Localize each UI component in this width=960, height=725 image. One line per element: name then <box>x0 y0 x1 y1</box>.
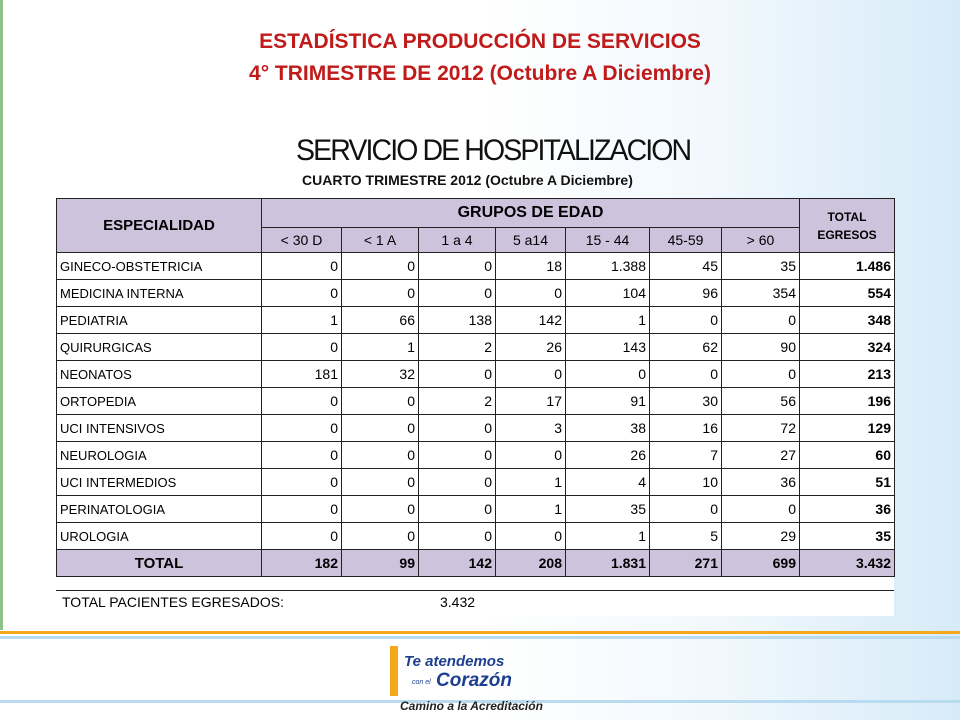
table-cell-value: 10 <box>650 469 722 496</box>
total-cell-value: 208 <box>496 550 566 577</box>
specialty-name: UCI INTERMEDIOS <box>57 469 262 496</box>
table-cell-value: 104 <box>566 280 650 307</box>
table-cell-value: 32 <box>342 361 419 388</box>
row-total-egresos: 129 <box>800 415 895 442</box>
logo-line-1: Te atendemos <box>404 653 505 670</box>
table-cell-value: 1 <box>262 307 342 334</box>
table-cell-value: 0 <box>650 496 722 523</box>
table-cell-value: 35 <box>566 496 650 523</box>
table-cell-value: 0 <box>419 415 496 442</box>
header-grupos-edad: GRUPOS DE EDAD <box>262 199 800 228</box>
table-row <box>57 361 895 388</box>
specialty-name: PEDIATRIA <box>57 307 262 334</box>
logo-graphic <box>390 640 590 720</box>
table-cell-value: 0 <box>262 442 342 469</box>
table-cell-value: 45 <box>650 253 722 280</box>
logo-line-3: Camino a la Acreditación <box>400 699 543 713</box>
table-row <box>57 442 895 469</box>
header-age-group: < 1 A <box>342 228 419 253</box>
specialty-name: PERINATOLOGIA <box>57 496 262 523</box>
table-cell-value: 354 <box>722 280 800 307</box>
table-cell-value: 0 <box>722 496 800 523</box>
table-cell-value: 0 <box>342 442 419 469</box>
header-total-line-2: EGRESOS <box>817 227 877 242</box>
row-total-egresos: 324 <box>800 334 895 361</box>
header-total-egresos <box>800 199 895 253</box>
table-cell-value: 0 <box>342 280 419 307</box>
table-cell-value: 36 <box>722 469 800 496</box>
specialty-name: UCI INTENSIVOS <box>57 415 262 442</box>
row-total-egresos: 35 <box>800 523 895 550</box>
slide-title <box>0 26 960 90</box>
table-cell-value: 72 <box>722 415 800 442</box>
table-cell-value: 0 <box>342 523 419 550</box>
table-cell-value: 2 <box>419 388 496 415</box>
table-row <box>57 253 895 280</box>
table-cell-value: 0 <box>419 496 496 523</box>
table-cell-value: 0 <box>342 469 419 496</box>
header-age-group: 15 - 44 <box>566 228 650 253</box>
table-cell-value: 91 <box>566 388 650 415</box>
total-cell-value: 142 <box>419 550 496 577</box>
left-edge-decoration <box>0 0 3 630</box>
table-cell-value: 90 <box>722 334 800 361</box>
title-line-2: 4° TRIMESTRE DE 2012 (Octubre A Diciembre) <box>249 62 711 85</box>
row-total-egresos: 213 <box>800 361 895 388</box>
logo-line-2: Corazón <box>436 670 512 691</box>
table-cell-value: 1 <box>496 469 566 496</box>
footer-blue-line <box>0 636 960 639</box>
table-cell-value: 62 <box>650 334 722 361</box>
table-cell-value: 26 <box>496 334 566 361</box>
table-cell-value: 0 <box>566 361 650 388</box>
table-cell-value: 0 <box>722 361 800 388</box>
specialty-name: NEONATOS <box>57 361 262 388</box>
table-row <box>57 307 895 334</box>
table-cell-value: 0 <box>496 442 566 469</box>
row-total-egresos: 1.486 <box>800 253 895 280</box>
grand-total: 3.432 <box>800 550 895 577</box>
table-row <box>57 415 895 442</box>
table-cell-value: 0 <box>262 415 342 442</box>
table-cell-value: 1 <box>342 334 419 361</box>
title-line-1: ESTADÍSTICA PRODUCCIÓN DE SERVICIOS <box>259 30 701 53</box>
row-total-egresos: 51 <box>800 469 895 496</box>
logo-orange-bar <box>390 646 398 696</box>
table-cell-value: 17 <box>496 388 566 415</box>
total-cell-value: 99 <box>342 550 419 577</box>
table-cell-value: 0 <box>262 388 342 415</box>
table-cell-value: 4 <box>566 469 650 496</box>
specialty-name: QUIRURGICAS <box>57 334 262 361</box>
header-total-line-1: TOTAL <box>827 209 867 224</box>
table-cell-value: 0 <box>496 361 566 388</box>
table-cell-value: 26 <box>566 442 650 469</box>
table-cell-value: 0 <box>722 307 800 334</box>
table-cell-value: 0 <box>262 496 342 523</box>
table-cell-value: 18 <box>496 253 566 280</box>
table-cell-value: 0 <box>342 415 419 442</box>
table-row <box>57 388 895 415</box>
table-cell-value: 29 <box>722 523 800 550</box>
table-cell-value: 27 <box>722 442 800 469</box>
summary-value: 3.432 <box>440 594 476 610</box>
table-cell-value: 0 <box>342 388 419 415</box>
row-total-egresos: 196 <box>800 388 895 415</box>
table-cell-value: 0 <box>496 280 566 307</box>
total-row-label: TOTAL <box>57 550 262 577</box>
total-cell-value: 271 <box>650 550 722 577</box>
footer-orange-line <box>0 631 960 634</box>
header-age-group: 5 a14 <box>496 228 566 253</box>
table-cell-value: 142 <box>496 307 566 334</box>
table-cell-value: 0 <box>262 253 342 280</box>
table-cell-value: 0 <box>262 334 342 361</box>
table-cell-value: 0 <box>650 307 722 334</box>
table-cell-value: 30 <box>650 388 722 415</box>
table-cell-value: 96 <box>650 280 722 307</box>
table-cell-value: 5 <box>650 523 722 550</box>
header-age-group: > 60 <box>722 228 800 253</box>
table-cell-value: 0 <box>419 253 496 280</box>
table-cell-value: 0 <box>262 523 342 550</box>
section-heading: SERVICIO DE HOSPITALIZACION <box>296 134 691 167</box>
table-cell-value: 1 <box>496 496 566 523</box>
specialty-name: UROLOGIA <box>57 523 262 550</box>
table-cell-value: 7 <box>650 442 722 469</box>
specialty-name: NEUROLOGIA <box>57 442 262 469</box>
table-cell-value: 0 <box>419 469 496 496</box>
header-age-group: 1 a 4 <box>419 228 496 253</box>
table-cell-value: 0 <box>419 523 496 550</box>
table-cell-value: 56 <box>722 388 800 415</box>
table-row <box>57 469 895 496</box>
header-age-group: < 30 D <box>262 228 342 253</box>
table-row <box>57 523 895 550</box>
hospitalization-table-container <box>56 198 894 615</box>
table-row <box>57 496 895 523</box>
table-cell-value: 2 <box>419 334 496 361</box>
specialty-name: MEDICINA INTERNA <box>57 280 262 307</box>
table-cell-value: 0 <box>419 361 496 388</box>
table-cell-value: 143 <box>566 334 650 361</box>
header-especialidad: ESPECIALIDAD <box>57 199 262 253</box>
table-cell-value: 1.388 <box>566 253 650 280</box>
header-age-group: 45-59 <box>650 228 722 253</box>
row-total-egresos: 60 <box>800 442 895 469</box>
table-cell-value: 3 <box>496 415 566 442</box>
section-period: CUARTO TRIMESTRE 2012 (Octubre A Diciembre) <box>302 172 633 188</box>
logo-small: con el <box>412 679 431 686</box>
table-cell-value: 181 <box>262 361 342 388</box>
table-cell-value: 1 <box>566 307 650 334</box>
specialty-name: ORTOPEDIA <box>57 388 262 415</box>
total-cell-value: 182 <box>262 550 342 577</box>
specialty-name: GINECO-OBSTETRICIA <box>57 253 262 280</box>
table-body <box>57 253 895 550</box>
table-cell-value: 0 <box>419 280 496 307</box>
summary-row <box>56 590 894 616</box>
table-cell-value: 0 <box>496 523 566 550</box>
table-cell-value: 0 <box>262 280 342 307</box>
accreditation-logo <box>390 640 590 720</box>
summary-label: TOTAL PACIENTES EGRESADOS: <box>62 594 284 610</box>
total-cell-value: 699 <box>722 550 800 577</box>
row-total-egresos: 348 <box>800 307 895 334</box>
hospitalization-table <box>56 198 895 577</box>
table-cell-value: 16 <box>650 415 722 442</box>
table-cell-value: 0 <box>342 253 419 280</box>
table-cell-value: 0 <box>650 361 722 388</box>
row-total-egresos: 36 <box>800 496 895 523</box>
table-cell-value: 38 <box>566 415 650 442</box>
total-cell-value: 1.831 <box>566 550 650 577</box>
table-row <box>57 334 895 361</box>
table-cell-value: 66 <box>342 307 419 334</box>
total-row <box>57 550 895 577</box>
table-cell-value: 35 <box>722 253 800 280</box>
table-cell-value: 0 <box>342 496 419 523</box>
table-cell-value: 0 <box>262 469 342 496</box>
table-cell-value: 1 <box>566 523 650 550</box>
table-cell-value: 138 <box>419 307 496 334</box>
row-total-egresos: 554 <box>800 280 895 307</box>
table-row <box>57 280 895 307</box>
table-cell-value: 0 <box>419 442 496 469</box>
